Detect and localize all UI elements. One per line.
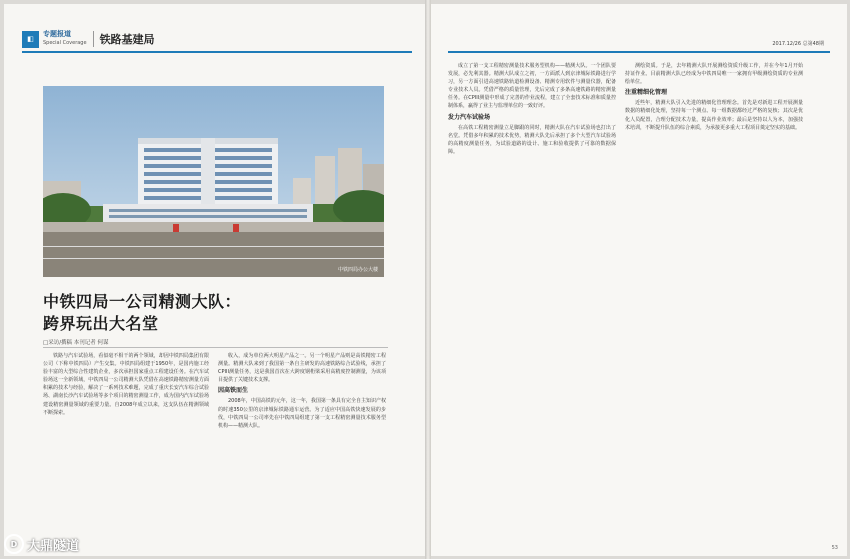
section-header bbox=[22, 28, 155, 50]
photo-caption: 中铁四局办公大楼 bbox=[337, 267, 378, 273]
page-spine bbox=[425, 0, 431, 559]
column-1-text: 铁路与汽车试验场，看似毫不相干的两个领域，却因中铁四局集团有限公司（下称中铁四局）产生交集。中铁四局组建于1950年，是国内施工经验丰富的大型综合性建筑企业，多次承担国家重点工程建设任务。在汽车试验场这一全新领域，中铁四局一公司精测大队凭借在高速铁路精密测量方面积累的技术与经验，解决了一系列技术难题，完成了重庆长安汽车综合试验场、湖南长沙汽车试验场等多个项目的精密测量工作，成为国内汽车试验场建设精密测量领域的重要力量。自2008年成立以来，这支队伍在精测领域不断探索。 bbox=[43, 353, 209, 416]
watermark-logo-icon: D bbox=[4, 534, 24, 554]
headline-line-1: 中铁四局一公司精测大队： bbox=[43, 292, 242, 311]
right-header-rule bbox=[448, 51, 830, 53]
office-building-photo bbox=[43, 86, 384, 277]
subheading-born-from-hsr: 因高铁而生 bbox=[218, 387, 249, 395]
column-3-text-a: 成立了第一支工程精密测量技术服务型机构——精测大队。一个团队要发展，必先利其器。精测大队成立之初，一方面派人到京津城际铁路进行学习，另一方面引进高速铁路轨道检测设备、精测专用软件与测量仪器，配备专业技术人员。凭借严格的质量管理，先后完成了多条高速铁路的精密测量任务。在CPIII测量中形成了完善的作业流程，建立了全套技术标准和质量控制体系，赢得了业主与监理单位的一致好评。 bbox=[448, 63, 616, 110]
section-logo-icon: ◧ bbox=[22, 31, 39, 48]
header-divider bbox=[93, 31, 94, 47]
subheading-test-track: 发力汽车试验场 bbox=[448, 113, 491, 121]
issue-info: 2017.12/26 总第48期 bbox=[772, 41, 824, 47]
byline-rule bbox=[43, 347, 388, 348]
header-rule bbox=[22, 51, 412, 53]
section-tag-cn: 专题报道 bbox=[43, 30, 71, 38]
article-headline bbox=[43, 291, 241, 335]
column-4-text-a: 测绘资质。于是，去年精测大队开展测绘资质升级工作，并在今年1月开始持证作业。目前精测大队已经成为中铁四局唯一一家拥有甲级测绘资质的专业测绘单位。 bbox=[625, 63, 803, 86]
building-illustration bbox=[43, 86, 384, 277]
subheading-fine-management: 注重精细化管理 bbox=[625, 89, 668, 97]
section-tag bbox=[43, 30, 87, 48]
watermark bbox=[4, 534, 79, 554]
column-2-text-a: 收入，成为单位两大明星产品之一。另一个明星产品则是高铁精密工程测量。精测大队来到了我国第一条自主研发的高速铁路综合试验线，承担了CPIII测量任务，这是我国首次在大跨度钢桁梁采用高精度控制测量，为该项目提供了关键技术支撑。 bbox=[218, 353, 386, 384]
section-tag-en: Special Coverage bbox=[43, 40, 87, 46]
headline-line-2: 跨界玩出大名堂 bbox=[43, 314, 159, 333]
column-3-text-b: 在高铁工程精密测量立足脚跟的同时，精测大队在汽车试验场也打出了名堂。凭借多年积累的技术优势，精测大队先后承担了多个大型汽车试验场的高精度测量任务，为试验道路的设计、施工和验收提供了可靠的数据保障。 bbox=[448, 124, 616, 155]
article-byline: □采访/撰稿 本刊记者 何谋 bbox=[43, 340, 109, 346]
column-3 bbox=[448, 62, 616, 537]
column-2-text-b: 2008年，中国高铁的元年，这一年，我国第一条具有完全自主知识产权的时速350公里的京津城际铁路通车运营。为了适应中国高铁快速发展的步伐，中铁四局一公司率先在中铁四局组建了第一支工程精密测量技术服务型机构——精测大队。 bbox=[218, 398, 386, 429]
column-4 bbox=[625, 62, 803, 537]
column-1 bbox=[43, 352, 209, 537]
column-4-text-b: 近些年，精测大队引入先进的精细化管理理念。首先是对新进工程开展测量数据的精细化处理，坚持每一个测点、每一组数据都经过严格的复核；其次是优化人员配置，合理分配技术力量，提高作业效率；最后是坚持以人为本，加强技术培训，不断提升队伍的综合素质，为承接更多重大工程项目奠定坚实的基础。 bbox=[625, 100, 803, 131]
column-2 bbox=[218, 352, 386, 537]
watermark-text: 大鼎隧道 bbox=[27, 538, 80, 554]
section-title: 铁路基建局 bbox=[99, 33, 155, 46]
page-number: 53 bbox=[831, 545, 838, 551]
